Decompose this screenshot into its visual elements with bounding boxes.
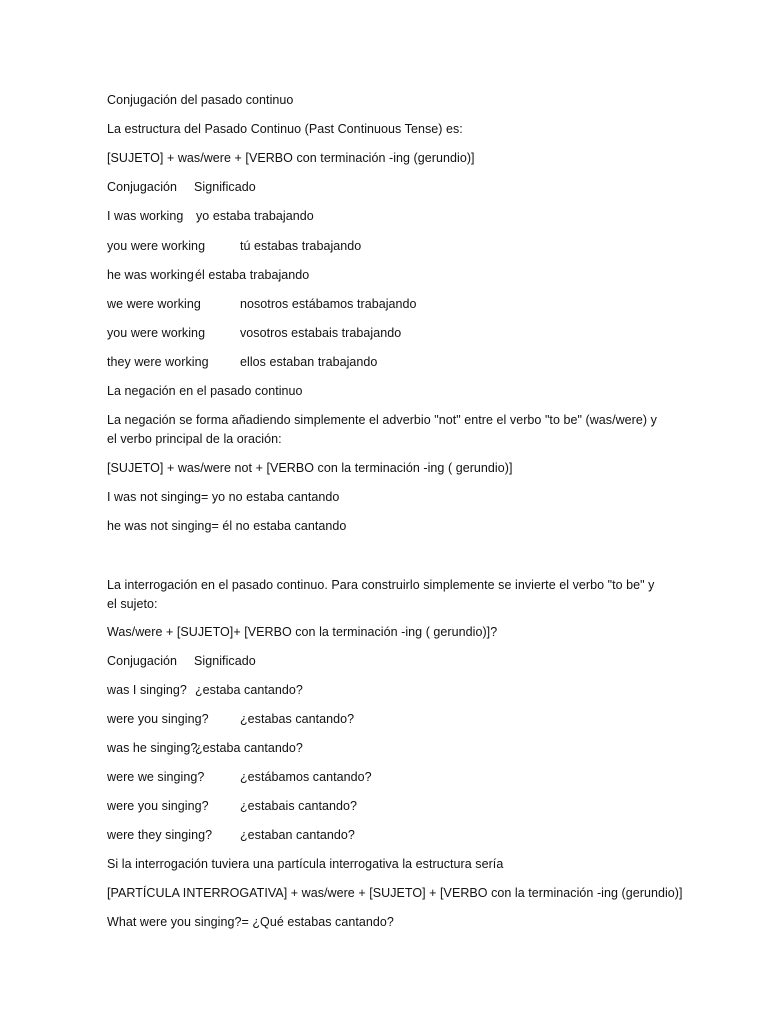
document-heading: Conjugación del pasado continuo <box>107 93 294 107</box>
negation-example: he was not singing= él no estaba cantando <box>107 519 347 533</box>
meaning-cell: ¿estaban cantando? <box>240 828 355 842</box>
conjugation-cell: we were working <box>107 297 201 311</box>
conjugation-cell: I was working <box>107 209 184 223</box>
particle-text: Si la interrogación tuviera una partícula interrogativa la estructura sería <box>107 857 504 871</box>
interrogation-formula: Was/were + [SUJETO]+ [VERBO con la terminación -ing ( gerundio)]? <box>107 625 498 639</box>
meaning-cell: vosotros estabais trabajando <box>240 326 402 340</box>
meaning-cell: ¿estabais cantando? <box>240 799 358 813</box>
conjugation-cell: was he singing? <box>107 741 198 755</box>
conjugation-cell: were you singing? <box>107 712 209 726</box>
meaning-cell: ¿estabas cantando? <box>240 712 355 726</box>
meaning-cell: nosotros estábamos trabajando <box>240 297 417 311</box>
conjugation-cell: were we singing? <box>107 770 205 784</box>
header-conjugacion: Conjugación <box>107 180 178 194</box>
particle-example: What were you singing?= ¿Qué estabas cantando? <box>107 915 394 929</box>
meaning-cell: ¿estábamos cantando? <box>240 770 372 784</box>
meaning-cell: ¿estaba cantando? <box>195 683 303 697</box>
negation-formula: [SUJETO] + was/were not + [VERBO con la terminación -ing ( gerundio)] <box>107 461 513 475</box>
structure-formula: [SUJETO] + was/were + [VERBO con terminación -ing (gerundio)] <box>107 151 475 165</box>
negation-text: La negación se forma añadiendo simplemente el adverbio "not" entre el verbo "to be" (was/were) y el verbo principal de la oración: <box>107 413 657 446</box>
header-significado: Significado <box>194 654 256 668</box>
conjugation-cell: was I singing? <box>107 683 187 697</box>
meaning-cell: ellos estaban trabajando <box>240 355 378 369</box>
structure-intro: La estructura del Pasado Continuo (Past Continuous Tense) es: <box>107 122 463 136</box>
header-significado: Significado <box>194 180 256 194</box>
meaning-cell: ¿estaba cantando? <box>195 741 303 755</box>
conjugation-cell: he was working <box>107 268 194 282</box>
interrogation-text: La interrogación en el pasado continuo. Para construirlo simplemente se invierte el verbo "to be" y el sujeto: <box>107 578 655 611</box>
header-conjugacion: Conjugación <box>107 654 178 668</box>
particle-formula: [PARTÍCULA INTERROGATIVA] + was/were + [SUJETO] + [VERBO con la terminación -ing (gerundio)] <box>107 886 683 900</box>
meaning-cell: él estaba trabajando <box>195 268 310 282</box>
meaning-cell: tú estabas trabajando <box>240 239 362 253</box>
negation-example: I was not singing= yo no estaba cantando <box>107 490 340 504</box>
conjugation-cell: you were working <box>107 239 206 253</box>
conjugation-cell: were you singing? <box>107 799 209 813</box>
conjugation-cell: were they singing? <box>107 828 213 842</box>
conjugation-cell: they were working <box>107 355 209 369</box>
meaning-cell: yo estaba trabajando <box>196 209 314 223</box>
conjugation-cell: you were working <box>107 326 206 340</box>
negation-heading: La negación en el pasado continuo <box>107 384 303 398</box>
